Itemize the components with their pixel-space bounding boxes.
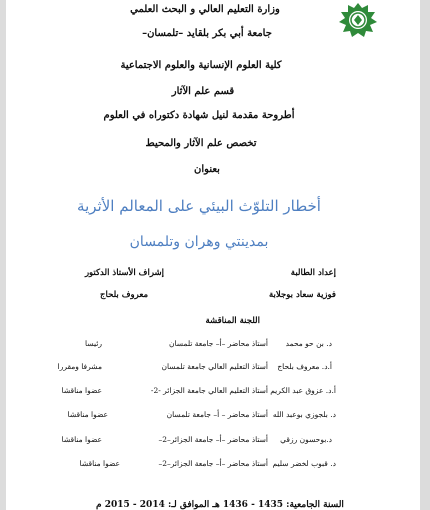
- student-name: فوزية سعاد بوجلابة: [268, 290, 336, 300]
- student-label: إعداد الطالبة: [290, 268, 336, 278]
- supervisor-label: إشراف الأستاذ الدكتور: [84, 268, 164, 278]
- member-rank: أستاذ التعليم العالي جامعة تلمسان: [161, 362, 268, 371]
- faculty-line: كلية العلوم الإنسانية والعلوم الاجتماعية: [120, 60, 282, 71]
- committee-heading: اللجنة المناقشة: [205, 316, 260, 326]
- member-rank: أستاذ محاضر –أ– جامعة الجزائر–2–: [158, 435, 268, 444]
- titled-line: بعنوان: [194, 164, 220, 175]
- department-line: قسم علم الآثار: [171, 86, 235, 97]
- university-line: جامعة أبي بكر بلقايد –تلمسان–: [142, 28, 272, 39]
- member-name: د. بن حو محمد: [285, 339, 332, 348]
- thesis-subtitle: بمدينتي وهران وتلمسان: [129, 234, 269, 250]
- academic-year-line: السنة الجامعية: 1435 - 1436 هـ الموافق لـ: 2014 - 2015 م: [96, 500, 344, 510]
- member-rank: أستاذ محاضر –أ– جامعة الجزائر–2–: [158, 459, 268, 468]
- specialty-line: تخصص علم الآثار والمحيط: [145, 138, 257, 149]
- member-rank: أستاذ محاضر –أ– جامعة تلمسان: [169, 339, 268, 348]
- document-page: [6, 0, 420, 510]
- member-rank: أستاذ محاضر – أ– جامعة تلمسان: [166, 410, 268, 419]
- thesis-title: أخطار التلوّث البيئي على المعالم الأثرية: [77, 197, 321, 215]
- member-name: د. بلجوزي بوعبد الله: [272, 410, 336, 419]
- member-role: عضوا مناقشا: [67, 410, 108, 419]
- member-role: مشرفا ومقررا: [57, 362, 102, 371]
- member-role: عضوا مناقشا: [61, 435, 102, 444]
- ministry-line: وزارة التعليم العالي و البحث العلمي: [130, 4, 280, 15]
- thesis-line: أطروحة مقدمة لنيل شهادة دكتوراه في العلوم: [103, 110, 295, 121]
- member-name: د.بوحسون رزقي: [280, 435, 332, 444]
- member-role: عضوا مناقشا: [61, 386, 102, 395]
- supervisor-name: معروف بلحاج: [100, 290, 148, 300]
- member-role: رئيسا: [85, 339, 102, 348]
- member-role: عضوا مناقشا: [79, 459, 120, 468]
- member-name: أ.د. معروف بلحاج: [277, 362, 332, 371]
- member-rank: أستاذ التعليم العالي جامعة الجزائر -2-: [150, 386, 268, 395]
- member-name: د. قبوب لخضر سليم: [272, 459, 336, 468]
- member-name: أ.د. عزوق عبد الكريم: [270, 386, 336, 395]
